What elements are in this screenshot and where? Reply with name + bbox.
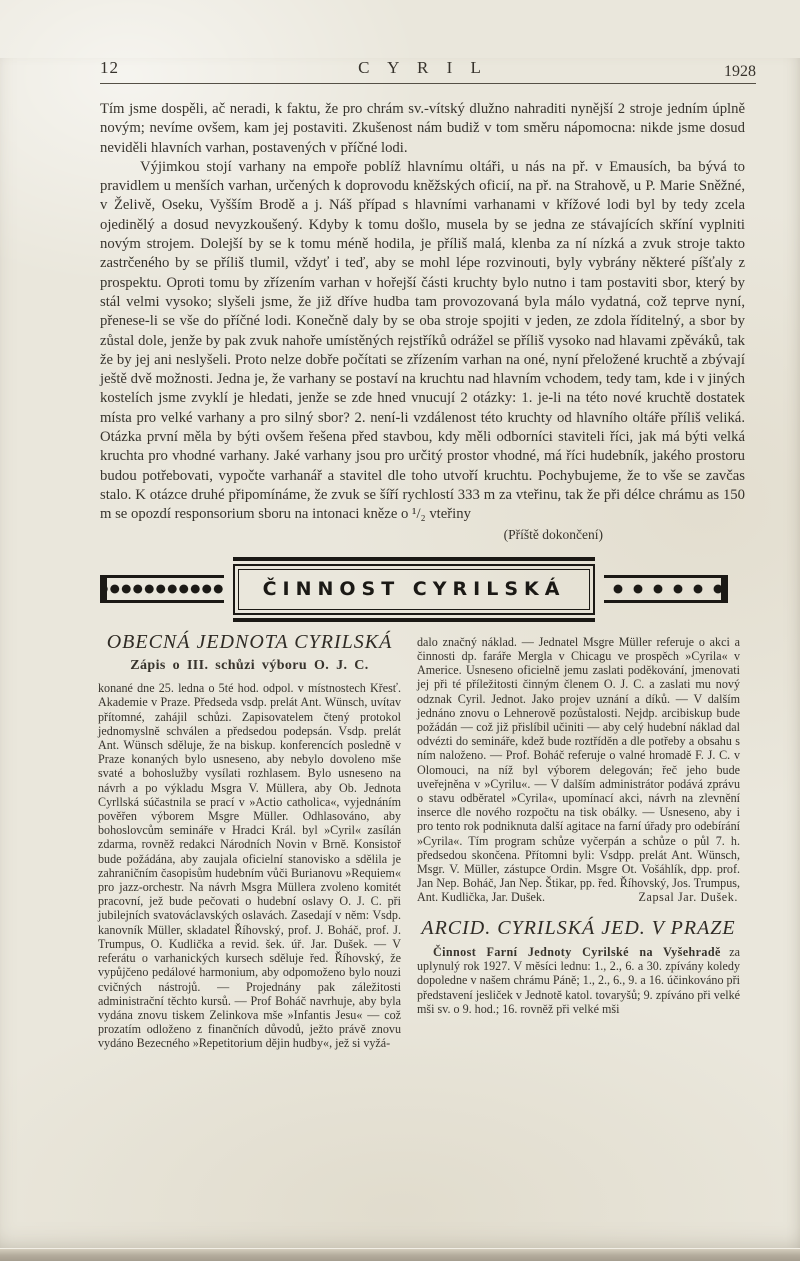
minutes-subheading: Zápis o III. schůzi výboru O. J. C. [130,658,369,674]
report-lead: Činnost Farní Jednoty Cyrilské na Vyšehradě [433,944,721,959]
left-column [98,630,401,1051]
minutes-body-left: konané dne 25. ledna o 5té hod. odpol. v místnostech Křesť. Akademie v Praze. Předseda vsdp. prelát Ant. Wünsch, uvítav přítomné, zahájil schůzi. Zapisovatelem čtený protokol jednomyslně schválen a předsedou podepsán. Vsdp. prelát Ant. Wünsch sděluje, že na biskup. konferencích posledně v Praze konaných bylo usneseno, aby nebylo dovoleno mše svaté a bohoslužby vysílati rozhlasem. Bylo usneseno na návrh a po výkladu Msgra V. Müllera, aby Ob. Jednota Cyrllská súčastnila se prací v »Actio catholica«, vyjednáním pověřen výborem Msgre Müller. Odhlasováno, aby bohoslovcům semináře v Hradci Král. byl »Cyril« zasílán zdarma, rovněž redakci Národních Novin v Brně. Konsistoř bude požádána, aby zaujala oficielní stanovisko a sdělila je zahraničním časopisům hudebním vůči Burianovu »Requiem« pro jazz-orchestr. Na návrh Msgra Müllera zvoleno komitét pracovní, jež bude pečovati o hudební oslavy O. J. C. při jubilejních svatováclavských oslavách. Zasedají v něm: Vsdp. kanovník Müller, skladatel Říhovský, prof. J. Boháč, prof. J. Trumpus, O. Kudlička a revid. šek. úř. Jar. Dušek. — V referátu o varhanických kursech sděluje řed. Říhovský, že vypůjčeno pedálové harmonium, aby odpomoženo bylo nouzi cvičných nástrojů. — Projednány pak záležitosti administrační těchto kursů. — Prof Boháč navrhuje, aby byla vydána znovu tiskem Zelinkova mše »Infantis Jesu« — což prozatím odloženo z finančních důvodů, ježto právě znovu vydáno Bezecného »Repetitorium dějin hudby«, jež si vyžá- [98,681,401,1051]
section-title: ČINNOST CYRILSKÁ [262,577,566,600]
report-body: za uplynulý rok 1927. V měsíci lednu: 1., 2., 6. a 30. zpívány koledy dopoledne v našem chrámu Páně; 1., 2., 6., 9. a 16. účinkováno při představení jesliček v Jednotě katol. tovaryšů; 9. zpíváno při velké mši sv. o 9. hod.; 16. rovněž při velké mši [417,944,740,1016]
archdiocese-heading: ARCID. CYRILSKÁ JED. V PRAZE [421,916,736,939]
journal-title: C Y R I L [358,58,485,77]
society-heading: OBECNÁ JEDNOTA CYRILSKÁ [106,630,393,653]
minutes-body-right [417,635,740,905]
continuation-note: (Příště dokončení) [503,526,603,542]
section-banner [100,564,728,615]
minutes-text: dalo značný náklad. — Jednatel Msgre Müller referuje o akci a činnosti dp. faráře Mergla v Chicagu ve prospěch »Cyrila« v Americe. Usneseno oficielně jemu zaslati poděkování, jmenovati jej při té příležitosti činným členem O. J. C. a zaslati mu nový odznak Cyril. Jednot. Jako projev uznání a díků. — V dalším jednáno znovu o Lehnerově pozůstalosti. Nejdp. arcibiskup bude požádán — což již přislíbil učiniti — aby celý hudební náklad dal odvézti do semináře, kdež bude roztříděn a dle potřeby a obsahu s ním naloženo. — Prof. Boháč referuje o valné hromadě F. J. C. v Olomouci, na níž byl výborem delegován; řeč jeho bude uveřejněna v »Cyrilu«. — V dalším administrátor podává zprávu o stavu odběratel »Cyrila«, upomínací akci, návrh na zlevnění inserce dle nového rozpočtu na tisk obálky. — Usneseno, aby i pro tento rok podniknuta další agitace na farní úřady pro odebírání »Cyrila«. Tím program schůze vyčerpán a schůze o půl 7. h. předsedou skončena. Přítomni byli: Vsdpp. prelát Ant. Wünsch, Msgr. V. Müller, zástupce Ordin. Msgre Ot. Vošáhlík, dpp. prof. Jan Nep. Boháč, Jan Nep. Štikar, pp. řed. Říhovský, Jos. Trumpus, Ant. Kudlička, Jar. Dušek. [417,634,740,905]
article-paragraph-2: Výjimkou stojí varhany na empoře poblíž hlavnímu oltáři, u nás na př. v Emausích, ba bývá to pravidlem u menších varhan, určených k doprovodu kněžských oficií, na př. na Strahově, u P. Marie Sněžné, v Želivě, Oseku, Vyšším Brodě a j. Náš případ s hlavními varhanami v křížové lodi byl by tedy zcela ojedinělý a dosud nevyzkoušený. Kdyby k tomu došlo, musela by se jedna ze stávajících skříní vyplniti novým strojem. Dolejší by se k tomu méně hodila, je příliš malá, klenba za ní nízká a zvuk stroje takto zastrčeného by se příliš tlumil, vždyť i teď, aby se mohl lépe rozvinouti, byly vybrány některé píšťaly z prospektu. Oproti tomu by zřízením varhan v hořejší části kruchty bylo nutno i tam postaviti sbor, který by stál velmi vysoko; slyšeli jsme, že již dříve hudba tam provozovaná byla málo vydatná, což teprve nyní, přenese-li se vše do příčné lodi. Konečně daly by se oba stroje spojiti v jeden, ze zdola říditelný, a sbor by zůstal dole, jenže by pak zvuk nahoře umístěných rejstříků odrážel se příliš vysoko nad hlavami zpěváků, tak že by jej ani neslyšeli. Proto nelze dobře počítati se zřízením varhan na oné, nyní přeložené kruchtě a zbývají ještě dvě možnosti. Jedna je, že varhany se postaví na kruchtu nad hlavním vchodem, tedy tam, kde i v jiných kostelích jsme zvyklí je hledati, jenže se zde hned vnucují 2 otázky: 1. je-li na této nové kruchtě dostatek místa pro velké varhany a pro silný sbor? 2. není-li vzdálenost této kruchty od hlavního oltáře příliš veliká. Otázka první měla by býti ovšem řešena před stavbou, kdy měli odborníci staviteli říci, jak má býti velká kruchta pro vhodné varhany. Jaké varhany jsou pro určitý prostor vhodné, má říci hudebník, jakého prostoru budou potřebovati, vypočte varhanář a stavitel dle toho utvoří kruchtu. Pochybujeme, že to vše se zavčas stalo. K otázce druhé připomínáme, že zvuk se šíří rychlostí 333 m za vteřinu, tak že při délce chrámu as 150 m se opozdí responsorium sboru na intonaci kněze o ¹/₂ vteřiny [100,158,745,523]
right-column [417,635,740,1051]
banner-dots-left [100,575,224,603]
article-paragraph-1: Tím jsme dospěli, ač neradi, k faktu, že pro chrám sv.-vítský dlužno nahraditi nynější 2 stroje jedním úplně novým; nevíme ovšem, kam jej postaviti. Zkušenost nám budiž v tom směru nápomocna: nikde jsme dosud neviděli hlavních varhan, postavených v příčné lodi. [100,101,745,156]
year-label: 1928 [724,63,756,80]
page-header [100,58,756,84]
lead-article [100,100,745,544]
column-section [98,630,740,1051]
page-bottom-edge [0,1248,800,1261]
annual-report-paragraph [417,945,740,1016]
scanned-journal-page [0,58,800,1261]
banner-dots-right [604,575,728,603]
page-number: 12 [100,58,119,77]
banner-box [233,564,596,615]
minutes-signature: Zapsal Jar. Dušek. [638,890,738,905]
